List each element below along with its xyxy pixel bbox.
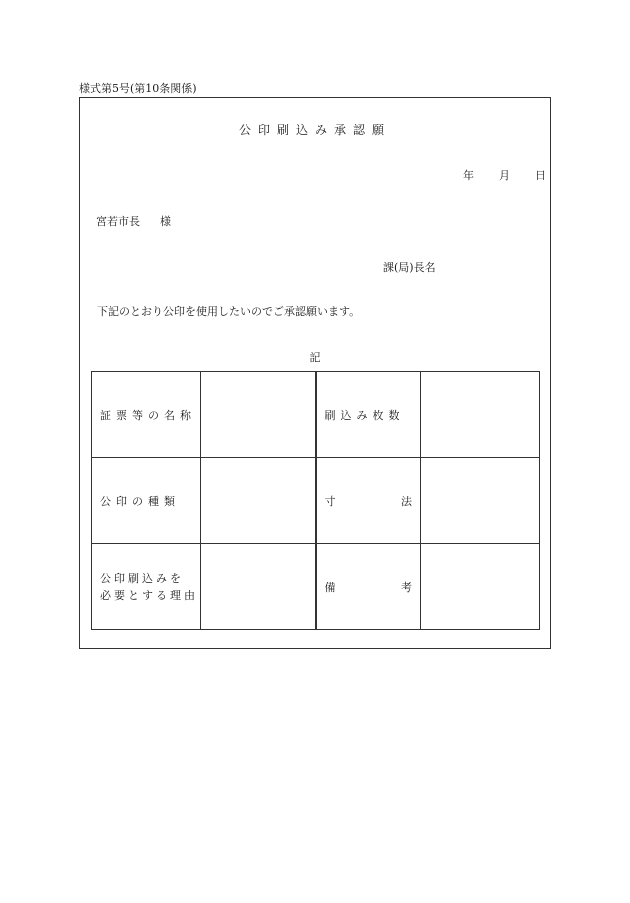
- dimensions-label: [316, 458, 421, 544]
- table-row: [92, 372, 540, 458]
- detail-table: [91, 371, 540, 630]
- seal-type-label: 公印の種類: [92, 458, 201, 544]
- addressee-honorific: 様: [160, 215, 171, 228]
- form-title: 公印刷込み承認願: [238, 123, 391, 137]
- certificate-name-field[interactable]: [201, 372, 316, 458]
- form-number-label: 様式第5号(第10条関係): [79, 82, 197, 95]
- seal-type-field[interactable]: [201, 458, 316, 544]
- request-statement: 下記のとおり公印を使用したいのでご承認願います。: [97, 305, 361, 318]
- reason-label: [92, 544, 201, 630]
- dimensions-char-1: 寸: [324, 494, 336, 508]
- applicant-title: 課(局)長名: [383, 261, 436, 274]
- addressee: [96, 213, 171, 229]
- reason-label-line-2: 必要とする理由: [100, 588, 198, 602]
- remarks-char-2: 考: [401, 580, 412, 594]
- reason-label-line-1: 公印刷込みを: [100, 571, 184, 585]
- table-row: [92, 544, 540, 630]
- remarks-field[interactable]: [421, 544, 540, 630]
- date-day-label: 日: [535, 169, 546, 182]
- certificate-name-label: 証票等の名称: [92, 372, 201, 458]
- table-row: [92, 458, 540, 544]
- date-year-label: 年: [463, 169, 474, 182]
- print-count-label: 刷込み枚数: [316, 372, 421, 458]
- reason-field[interactable]: [201, 544, 316, 630]
- addressee-name: 宮若市長: [96, 215, 140, 228]
- date-month-label: 月: [499, 169, 510, 182]
- ki-heading: 記: [309, 351, 321, 364]
- dimensions-field[interactable]: [421, 458, 540, 544]
- print-count-field[interactable]: [421, 372, 540, 458]
- remarks-char-1: 備: [324, 580, 336, 594]
- remarks-label: [316, 544, 421, 630]
- dimensions-char-2: 法: [401, 494, 412, 508]
